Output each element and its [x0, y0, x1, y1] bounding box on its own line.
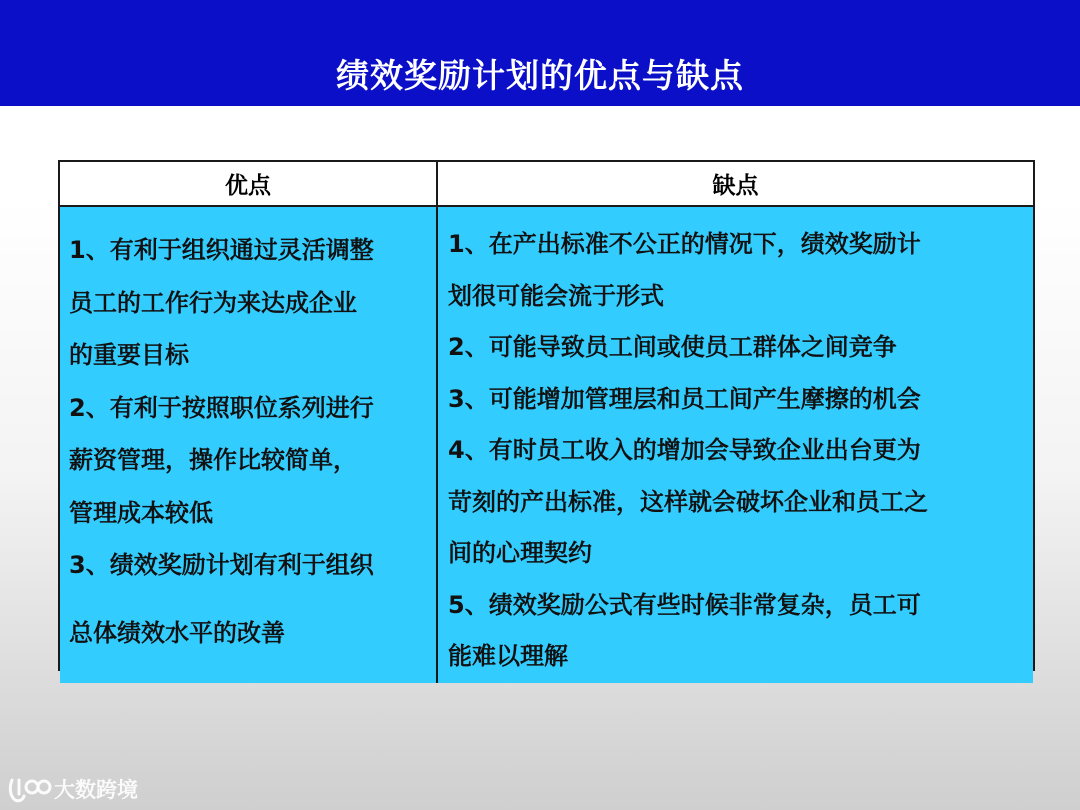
disadvantage-line: 1、在产出标准不公正的情况下，绩效奖励计 — [448, 230, 921, 258]
disadvantage-line: 划很可能会流于形式 — [448, 281, 664, 310]
disadvantage-line: 能难以理解 — [448, 642, 568, 670]
disadvantage-line: 3、可能增加管理层和员工间产生摩擦的机会 — [448, 384, 921, 413]
header-disadvantages: 缺点 — [438, 162, 1033, 207]
slide-title: 绩效奖励计划的优点与缺点 — [336, 55, 744, 95]
disadvantage-line: 4、有时员工收入的增加会导致企业出台更为 — [448, 436, 921, 464]
advantage-line: 管理成本较低 — [69, 498, 213, 527]
advantage-line: 员工的工作行为来达成企业 — [69, 288, 357, 317]
comparison-table — [58, 160, 1035, 671]
disadvantage-line: 间的心理契约 — [448, 539, 592, 567]
disadvantage-line: 苛刻的产出标准，这样就会破坏企业和员工之 — [448, 487, 928, 516]
disadvantage-line: 5、绩效奖励公式有些时候非常复杂，员工可 — [448, 590, 921, 619]
advantage-line: 3、绩效奖励计划有利于组织 — [69, 551, 374, 579]
advantage-line: 总体绩效水平的改善 — [69, 618, 285, 647]
watermark-text: 大数跨境 — [54, 778, 138, 802]
advantage-line: 2、有利于按照职位系列进行 — [69, 393, 374, 422]
advantage-line: 薪资管理，操作比较简单， — [69, 446, 357, 474]
header-advantages: 优点 — [60, 162, 438, 207]
advantage-line: 的重要目标 — [69, 341, 189, 369]
advantage-line: 1、有利于组织通过灵活调整 — [69, 236, 374, 264]
brand-logo-icon — [6, 774, 52, 804]
title-bar — [0, 0, 1080, 106]
disadvantage-line: 2、可能导致员工间或使员工群体之间竞争 — [448, 333, 897, 361]
disadvantages-cell — [438, 207, 1033, 683]
advantages-cell — [60, 207, 438, 683]
watermark — [6, 772, 138, 806]
